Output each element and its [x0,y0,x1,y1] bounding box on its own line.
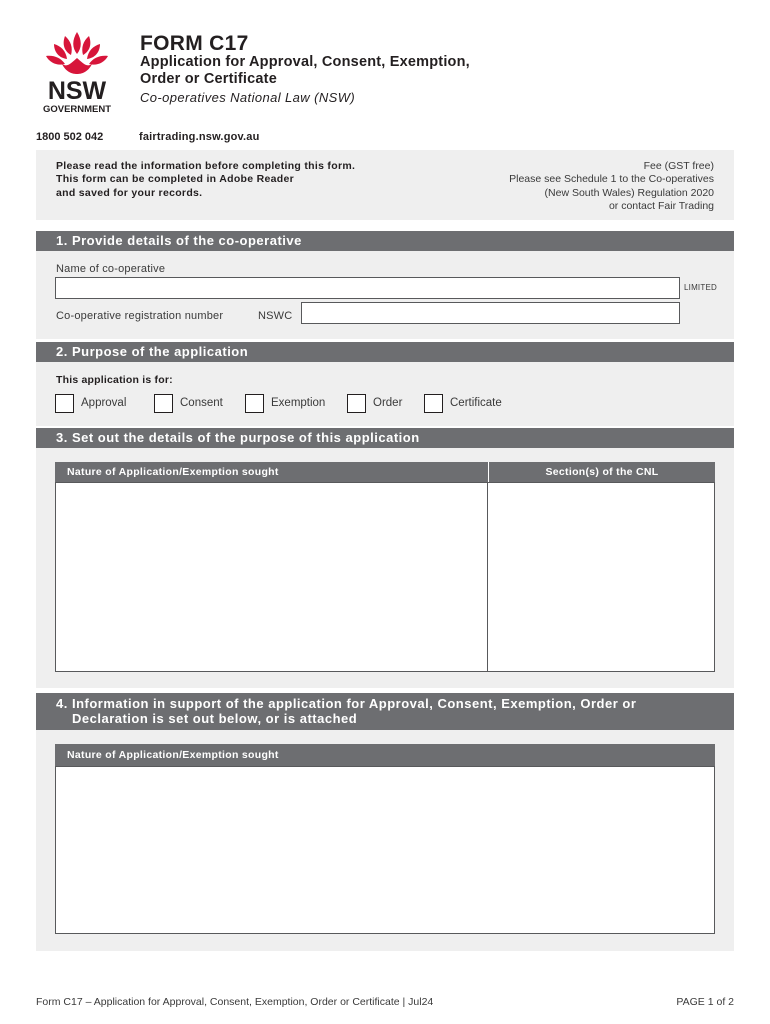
info-instructions-line: Please read the information before completing this form. [56,160,356,172]
approval-checkbox[interactable] [55,394,74,413]
approval-label: Approval [81,397,127,409]
sections-column-header: Section(s) of the CNL [488,462,715,482]
registration-prefix: NSWC [258,310,293,322]
nature-column-header: Nature of Application/Exemption sought [55,462,488,482]
cnl-sections-input[interactable] [487,482,715,672]
footer-form-reference: Form C17 – Application for Approval, Consent, Exemption, Order or Certificate | Jul24 [36,996,434,1008]
section-2-panel [36,362,734,426]
section-3-heading: 3. Set out the details of the purpose of this application [36,428,734,448]
registration-number-input[interactable] [301,302,680,324]
info-fee-line: Please see Schedule 1 to the Co-operatives [509,173,714,186]
nature-of-application-input[interactable] [55,482,488,672]
section-1-panel [36,251,734,339]
info-fee-line: (New South Wales) Regulation 2020 [544,186,714,199]
waratah-logo-icon [36,30,118,116]
logo-wordmark: NSW [47,77,107,105]
section-4-panel [36,730,734,951]
section-4-heading [36,693,734,730]
section-4-heading-line-1: 4. Information in support of the application for Approval, Consent, Exemption, Order or [56,696,637,711]
limited-suffix: LIMITED [684,283,717,292]
form-number: FORM C17 [140,32,249,55]
support-column-header: Nature of Application/Exemption sought [55,744,715,766]
contact-phone: 1800 502 042 [36,131,104,143]
info-fee-line: Fee (GST free) [643,160,714,172]
info-fee-line: or contact Fair Trading [608,199,714,212]
info-instructions [56,160,355,200]
exemption-label: Exemption [271,397,326,409]
registration-number-label: Co-operative registration number [56,310,224,322]
cooperative-name-label: Name of co-operative [56,263,166,275]
certificate-checkbox[interactable] [424,394,443,413]
supporting-information-input[interactable] [55,766,715,934]
exemption-checkbox[interactable] [245,394,264,413]
application-for-prompt: This application is for: [56,374,173,386]
consent-checkbox[interactable] [154,394,173,413]
consent-label: Consent [180,397,223,409]
info-fee [509,160,714,213]
certificate-label: Certificate [450,397,502,409]
form-subtitle-line-2: Order or Certificate [140,71,277,87]
nsw-government-logo [36,30,118,116]
section-1-heading: 1. Provide details of the co-operative [36,231,734,251]
cooperative-name-input[interactable] [55,277,680,299]
info-instructions-line: This form can be completed in Adobe Reader [56,173,295,186]
info-box [36,150,734,220]
footer-page-number: PAGE 1 of 2 [676,996,734,1008]
form-subtitle [140,54,570,88]
form-subtitle-line-1: Application for Approval, Consent, Exemption, [140,54,470,70]
section-3-panel [36,448,734,688]
order-checkbox[interactable] [347,394,366,413]
section-2-heading: 2. Purpose of the application [36,342,734,362]
section-4-heading-line-2: Declaration is set out below, or is attached [72,711,358,726]
order-label: Order [373,397,403,409]
contact-website[interactable]: fairtrading.nsw.gov.au [139,131,260,143]
info-instructions-line: and saved for your records. [56,186,203,199]
logo-subtext: GOVERNMENT [42,104,112,115]
form-law: Co-operatives National Law (NSW) [140,90,356,105]
